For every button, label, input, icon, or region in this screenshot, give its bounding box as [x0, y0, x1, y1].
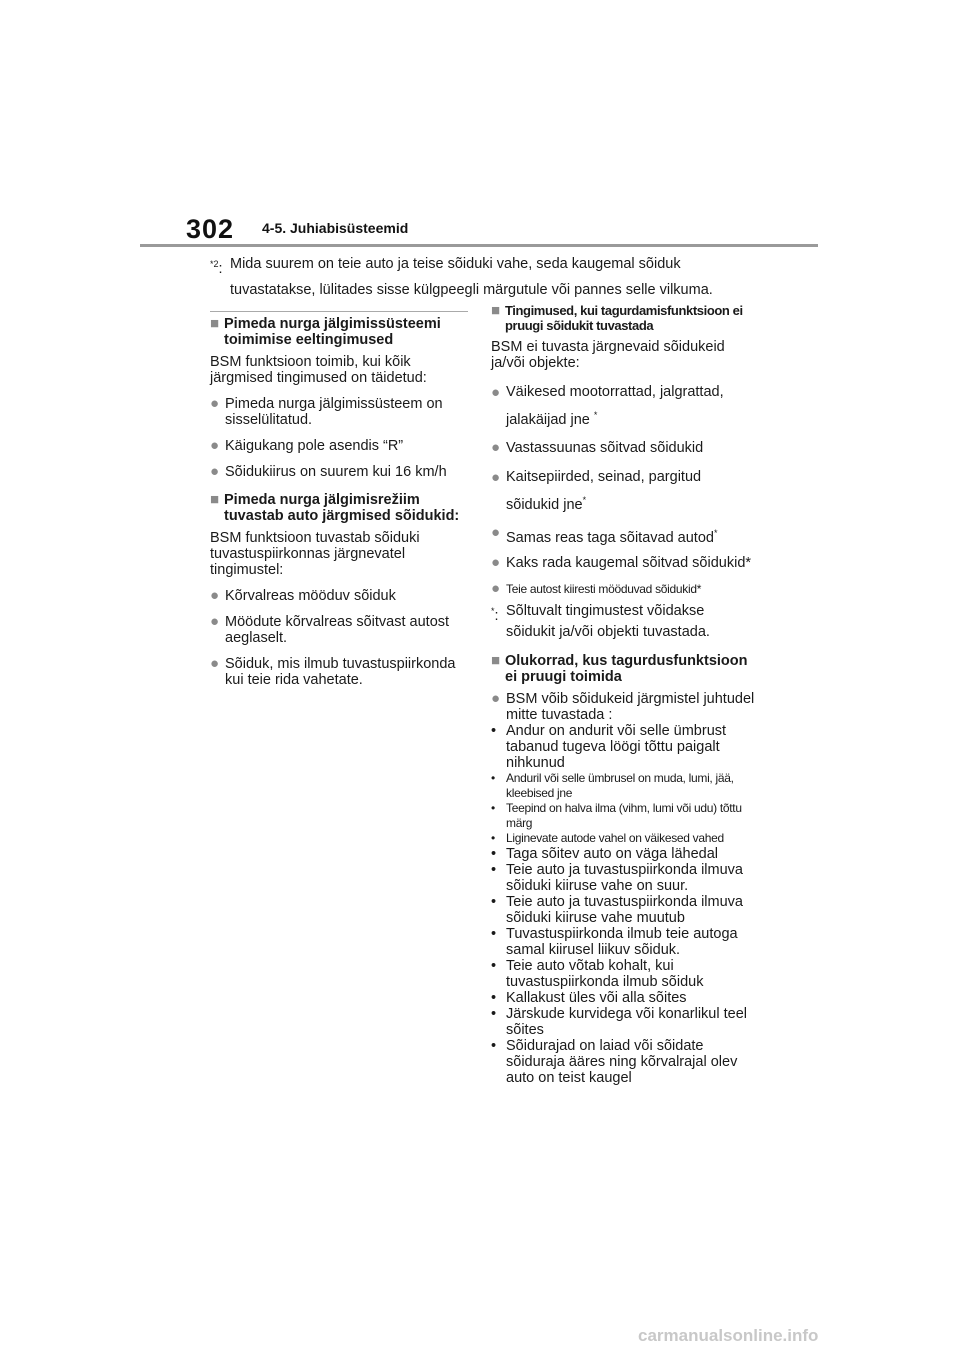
dash-item: • Järskude kurvidega või konarlikul teel sõites	[491, 1006, 747, 1039]
list-item: ● Teie autost kiiresti mööduvad sõidukid*	[491, 580, 702, 598]
dash-item: • Teie auto ja tuvastuspiirkonda ilmuva sõiduki kiiruse vahe muutub	[491, 894, 743, 927]
paragraph: BSM ei tuvasta järgnevaid sõidukeid ja/või objekte:	[491, 339, 725, 371]
list-item: ● Kaitsepiirded, seinad, pargitud sõidukid jne*	[491, 466, 757, 517]
footnote-line-2: tuvastatakse, lülitades sisse külgpeegli märgutule või pannes selle vilkuma.	[230, 281, 713, 298]
column-rule	[210, 311, 468, 312]
list-item: ● Möödute kõrvalreas sõitvast autost aeglaselt.	[210, 613, 450, 646]
dash-item: • Anduril või selle ümbrusel on muda, lumi, jää, kleebised jne	[491, 771, 734, 801]
watermark: carmanualsonline.info	[638, 1326, 819, 1345]
circle-bullet-icon: ●	[210, 655, 220, 672]
heading-not-detected: ■ Tingimused, kui tagurdamisfunktsioon ei pruugi sõidukit tuvastada	[491, 302, 743, 333]
square-bullet-icon: ■	[491, 302, 500, 319]
circle-bullet-icon: ●	[210, 587, 220, 604]
list-item: ● Vastassuunas sõitvad sõidukid	[491, 438, 704, 456]
heading-preconditions: ■ Pimeda nurga jälgimissüsteemi toimimise eeltingimused	[210, 315, 441, 348]
list-item: ● Väikesed mootorrattad, jalgrattad, jalakäijad jne *	[491, 381, 757, 432]
heading-detection-mode: ■ Pimeda nurga jälgimisrežiim tuvastab auto järgmised sõidukid:	[210, 491, 460, 524]
header-rule	[140, 244, 818, 247]
right-column	[491, 303, 757, 1086]
dash-item: • Teie auto ja tuvastuspiirkonda ilmuva sõiduki kiiruse vahe on suur.	[491, 862, 743, 895]
top-footnote: $^{*2}$: Mida suurem on teie auto ja teise sõiduki vahe, seda kaugemal sõiduk tuvastatakse, lülitades sisse külgpeegli märgutule või pannes selle vilkuma.	[210, 254, 770, 301]
paragraph: BSM funktsioon toimib, kui kõik järgmised tingimused on täidetud:	[210, 354, 427, 386]
dash-item: • Teie auto võtab kohalt, kui tuvastuspiirkonda ilmub sõiduk	[491, 958, 704, 991]
list-item: ● Kaks rada kaugemal sõitvad sõidukid*	[491, 554, 752, 572]
square-bullet-icon: ■	[210, 491, 220, 508]
list-item: ● Samas reas taga sõitavad autod*	[491, 523, 718, 546]
list-item: ● Kõrvalreas mööduv sõiduk	[210, 587, 396, 604]
page-number: 302	[186, 214, 235, 244]
list-item: ● Sõidukiirus on suurem kui 16 km/h	[210, 463, 447, 480]
dash-item: • Tuvastuspiirkonda ilmub teie autoga samal kiirusel liikuv sõiduk.	[491, 926, 738, 959]
dash-item: • Andur on andurit või selle ümbrust tabanud tugeva löögi tõttu paigalt nihkunud	[491, 723, 727, 772]
square-bullet-icon: ■	[210, 315, 220, 332]
circle-bullet-icon: ●	[210, 613, 220, 630]
list-item: ● BSM võib sõidukeid järgmistel juhtudel mitte tuvastada :	[491, 690, 755, 724]
heading-may-not-work: ■ Olukorrad, kus tagurdusfunktsioon ei pruugi toimida	[491, 652, 748, 686]
circle-bullet-icon: ●	[491, 468, 501, 486]
list-item: ● Pimeda nurga jälgimissüsteem on sisselülitatud.	[210, 395, 443, 428]
paragraph: BSM funktsioon tuvastab sõiduki tuvastuspiirkonnas järgnevatel tingimustel:	[210, 530, 420, 578]
circle-bullet-icon: ●	[491, 690, 501, 708]
circle-bullet-icon: ●	[210, 463, 220, 480]
dash-item: • Liginevate autode vahel on väikesed vahed	[491, 831, 724, 846]
circle-bullet-icon: ●	[491, 523, 501, 541]
list-item: ● Käigukang pole asendis “R”	[210, 437, 404, 454]
dash-item: • Kallakust üles või alla sõites	[491, 990, 687, 1007]
list-item: ● Sõiduk, mis ilmub tuvastuspiirkonda kui teie rida vahetate.	[210, 655, 456, 688]
dash-item: • Taga sõitev auto on väga lähedal	[491, 846, 719, 863]
circle-bullet-icon: ●	[491, 554, 501, 572]
section-title: 4-5. Juhiabisüsteemid	[262, 220, 409, 236]
circle-bullet-icon: ●	[491, 580, 500, 598]
circle-bullet-icon: ●	[210, 437, 220, 454]
circle-bullet-icon: ●	[491, 384, 501, 401]
circle-bullet-icon: ●	[210, 395, 220, 412]
dash-item: • Teepind on halva ilma (vihm, lumi või udu) tõttu märg	[491, 801, 742, 831]
footnote: *: Sõltuvalt tingimustest võidakse sõidukit ja/või objekti tuvastada.	[491, 603, 710, 641]
left-column	[210, 316, 472, 698]
dash-item: • Sõidurajad on laiad või sõidate sõiduraja ääres ning kõrvalrajal olev auto on teist kaugel	[491, 1038, 738, 1087]
square-bullet-icon: ■	[491, 652, 501, 670]
footnote-marker: *2	[210, 259, 219, 269]
circle-bullet-icon: ●	[491, 438, 501, 456]
footnote-line-1: Mida suurem on teie auto ja teise sõiduki vahe, seda kaugemal sõiduk	[230, 256, 681, 272]
